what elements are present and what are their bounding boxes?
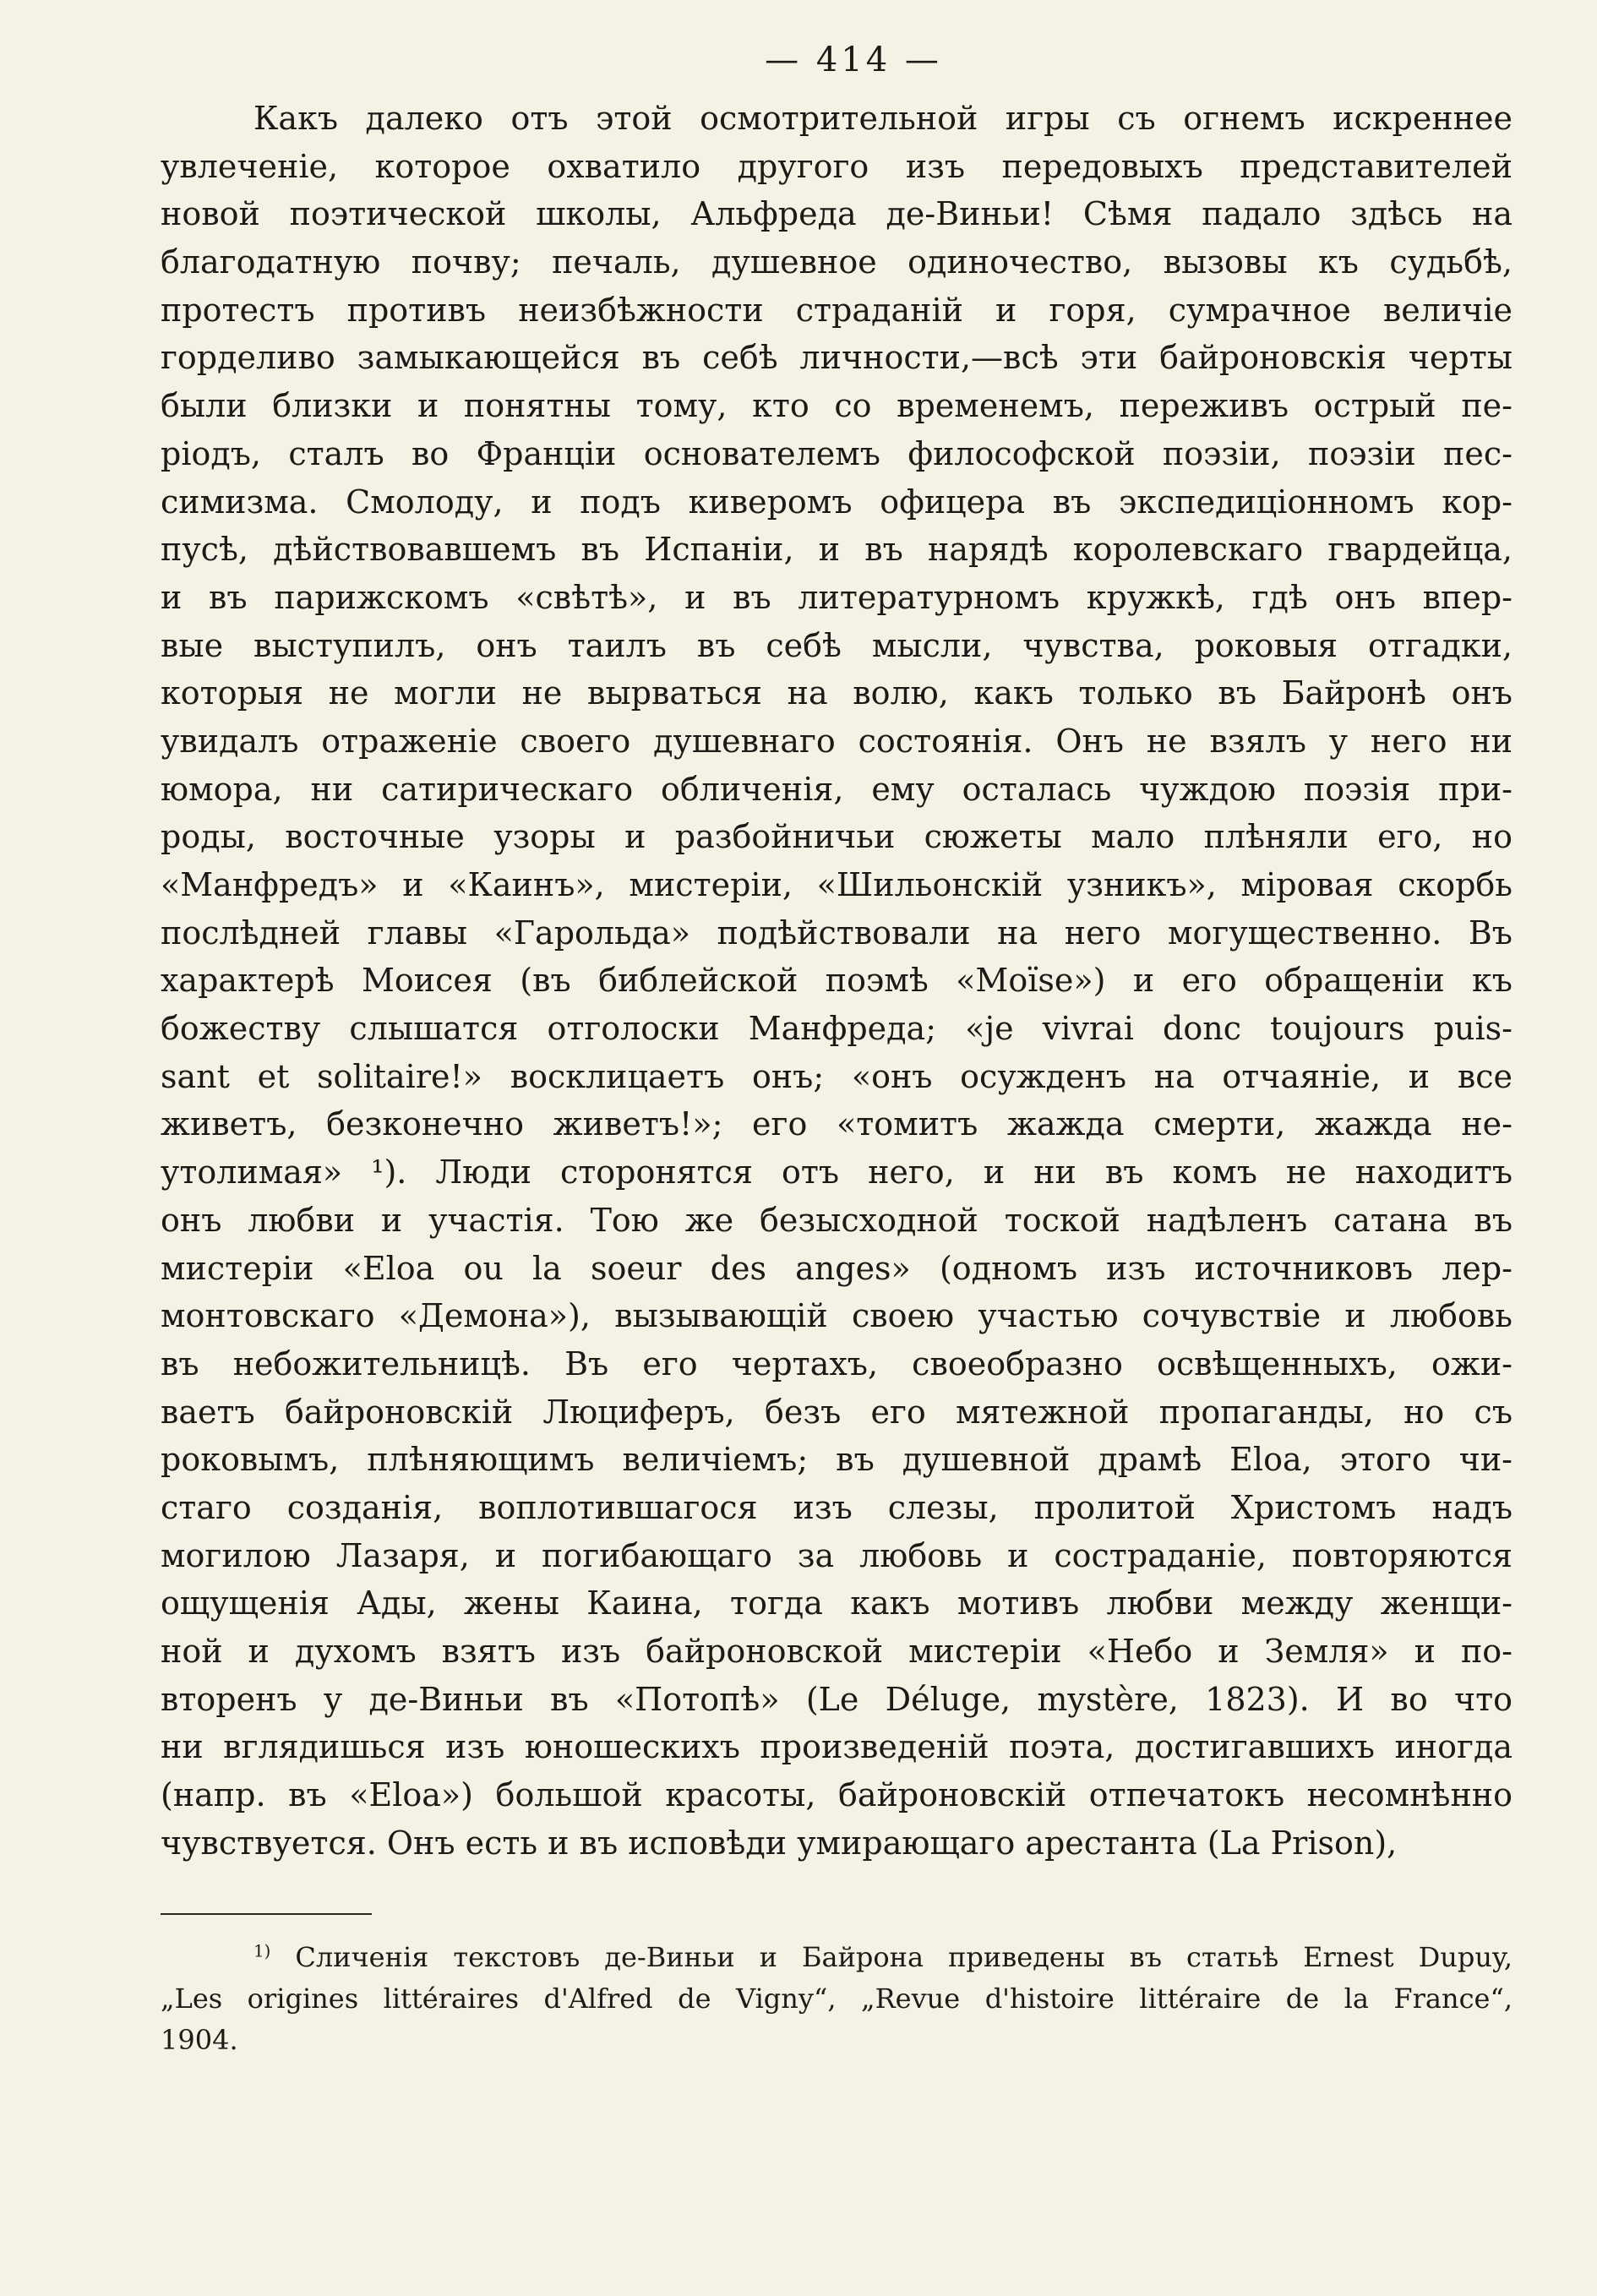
text-line: протестъ противъ неизбѣжности страданій и горя, сумрачное величіе bbox=[161, 291, 1513, 329]
footnote-text: Сличенія текстовъ де-Виньи и Байрона приведены въ статьѣ Ernest Dupuy, bbox=[295, 1941, 1513, 1974]
footnote-line: „Les origines littéraires d'Alfred de Vigny“, „Revue d'histoire littéraire de la France“, bbox=[161, 1982, 1513, 2015]
text-line: увидалъ отраженіе своего душевнаго состоянія. Онъ не взялъ у него ни bbox=[161, 722, 1513, 760]
text-line: ощущенія Ады, жены Каина, тогда какъ мотивъ любви между женщи- bbox=[161, 1584, 1513, 1622]
footnote bbox=[161, 1937, 1513, 2061]
text-line: благодатную почву; печаль, душевное одиночество, вызовы къ судьбѣ, bbox=[161, 243, 1513, 281]
text-line: увлеченіе, которое охватило другого изъ передовыхъ представителей bbox=[161, 147, 1513, 185]
text-line: Какъ далеко отъ этой осмотрительной игры съ огнемъ искреннее bbox=[253, 100, 1513, 137]
text-line: ни вглядишься изъ юношескихъ произведеній поэта, достигавшихъ иногда bbox=[161, 1728, 1513, 1766]
text-line: sant et solitaire!» восклицаетъ онъ; «онъ осужденъ на отчаяніе, и все bbox=[161, 1057, 1513, 1095]
text-line: пусѣ, дѣйствовавшемъ въ Испаніи, и въ нарядѣ королевскаго гвардейца, bbox=[161, 531, 1513, 569]
text-line: живетъ, безконечно живетъ!»; его «томитъ жажда смерти, жажда не- bbox=[161, 1105, 1513, 1143]
text-line: мистеріи «Eloa ou la soeur des anges» (одномъ изъ источниковъ лер- bbox=[161, 1249, 1513, 1287]
text-line: ной и духомъ взятъ изъ байроновской мистеріи «Небо и Земля» и по- bbox=[161, 1633, 1513, 1670]
text-line: были близки и понятны тому, кто со временемъ, переживъ острый пе- bbox=[161, 387, 1513, 425]
footnote-divider bbox=[161, 1913, 372, 1915]
text-line: ваетъ байроновскій Люциферъ, безъ его мятежной пропаганды, но съ bbox=[161, 1393, 1513, 1431]
text-line: послѣдней главы «Гарольда» подѣйствовали на него могущественно. Въ bbox=[161, 913, 1513, 952]
text-line: юмора, ни сатирическаго обличенія, ему осталась чуждою поэзія при- bbox=[161, 770, 1513, 808]
text-line: горделиво замыкающейся въ себѣ личности,—всѣ эти байроновскія черты bbox=[161, 339, 1513, 377]
footnote-line bbox=[161, 1937, 1513, 1978]
text-line: вторенъ у де-Виньи въ «Потопѣ» (Le Déluge, mystère, 1823). И во что bbox=[161, 1680, 1513, 1718]
text-line: стаго созданія, воплотившагося изъ слезы, пролитой Христомъ надъ bbox=[161, 1488, 1513, 1526]
text-line: утолимая» ¹). Люди сторонятся отъ него, и ни въ комъ не находитъ bbox=[161, 1153, 1513, 1192]
body-text bbox=[161, 95, 1513, 1867]
page-number: — 414 — bbox=[765, 41, 942, 79]
text-line: «Манфредъ» и «Каинъ», мистеріи, «Шильонскій узникъ», міровая скорбь bbox=[161, 866, 1513, 903]
text-line: новой поэтической школы, Альфреда де-Виньи! Сѣмя падало здѣсь на bbox=[161, 195, 1513, 233]
footnote-marker: 1) bbox=[253, 1941, 271, 1961]
text-line: роды, восточные узоры и разбойничьи сюжеты мало плѣняли его, но bbox=[161, 818, 1513, 856]
text-line: могилою Лазаря, и погибающаго за любовь и состраданіе, повторяются bbox=[161, 1536, 1513, 1574]
text-line: роковымъ, плѣняющимъ величіемъ; въ душевной драмѣ Eloa, этого чи- bbox=[161, 1441, 1513, 1479]
text-line: вые выступилъ, онъ таилъ въ себѣ мысли, чувства, роковыя отгадки, bbox=[161, 626, 1513, 664]
text-line: въ небожительницѣ. Въ его чертахъ, своеобразно освѣщенныхъ, ожи- bbox=[161, 1344, 1513, 1383]
footnote-line: 1904. bbox=[161, 2024, 238, 2057]
text-line: онъ любви и участія. Тою же безысходной тоской надѣленъ сатана въ bbox=[161, 1201, 1513, 1239]
text-line: монтовскаго «Демона»), вызывающій своею участью сочувствіе и любовь bbox=[161, 1297, 1513, 1335]
text-line: божеству слышатся отголоски Манфреда; «je vivrai donc toujours puis- bbox=[161, 1010, 1513, 1048]
text-line: которыя не могли не вырваться на волю, какъ только въ Байронѣ онъ bbox=[161, 674, 1513, 712]
text-line: (напр. въ «Eloa») большой красоты, байроновскій отпечатокъ несомнѣнно bbox=[161, 1776, 1513, 1814]
text-line: чувствуется. Онъ есть и въ исповѣди умирающаго арестанта (La Prison), bbox=[161, 1824, 1398, 1862]
text-line: характерѣ Моисея (въ библейской поэмѣ «Moïse») и его обращеніи къ bbox=[161, 962, 1513, 1000]
text-line: симизма. Смолоду, и подъ кивeромъ офицера въ экспедиціонномъ кор- bbox=[161, 483, 1513, 521]
text-line: ріодъ, сталъ во Франціи основателемъ философской поэзіи, поэзіи пес- bbox=[161, 434, 1513, 472]
text-line: и въ парижскомъ «свѣтѣ», и въ литературномъ кружкѣ, гдѣ онъ впер- bbox=[161, 578, 1513, 616]
